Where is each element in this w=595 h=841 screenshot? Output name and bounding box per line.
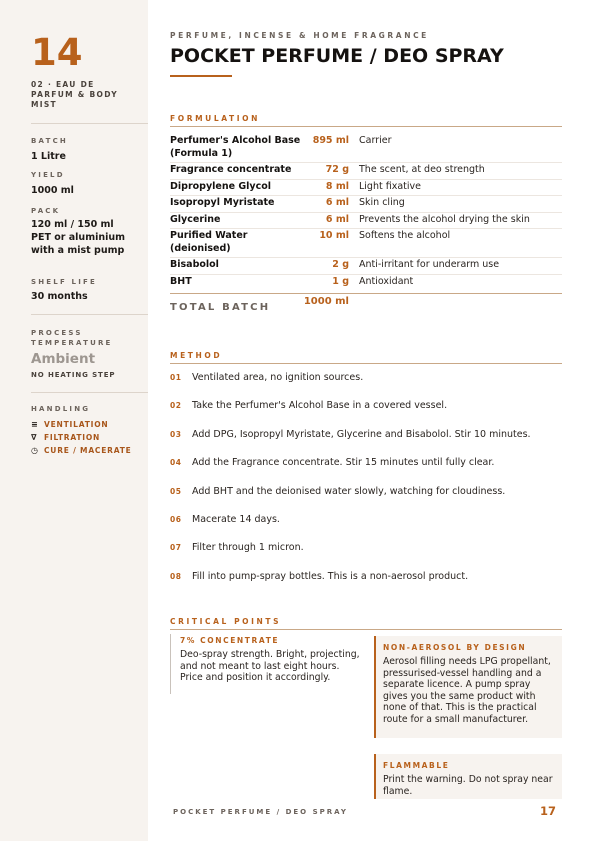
- step-text: Ventilated area, no ignition sources.: [192, 372, 364, 383]
- footer-running-title: POCKET PERFUME / DEO SPRAY: [173, 808, 348, 816]
- table-row: [170, 275, 562, 291]
- sidebar-divider: [31, 314, 148, 315]
- method-steps: [170, 372, 562, 599]
- page-title: POCKET PERFUME / DEO SPRAY: [170, 45, 504, 67]
- sidebar-divider: [31, 392, 148, 393]
- list-item: [170, 514, 562, 542]
- step-number: 08: [170, 571, 182, 581]
- handling-label-filtration: FILTRATION: [44, 433, 101, 442]
- ingredient-qty: 72 g: [325, 164, 349, 175]
- non-aerosol-callout: [374, 636, 562, 738]
- critical-points-rule: [170, 629, 562, 630]
- yield-value: 1000 ml: [31, 185, 74, 196]
- ingredient-name: Fragrance concentrate: [170, 164, 292, 175]
- ingredient-role: The scent, at deo strength: [359, 164, 485, 175]
- step-text: Add BHT and the deionised water slowly, watching for cloudiness.: [192, 485, 506, 497]
- ingredient-name: Purified Water (deionised): [170, 230, 248, 254]
- non-aerosol-body: Aerosol filling needs LPG propellant, pressurised-vessel handling and a separate licence. A pump spray gives you the same product with none of that. This is the practical route for a small manufacturer.: [383, 656, 551, 725]
- ingredient-qty: 2 g: [332, 259, 349, 270]
- ingredient-name: Dipropylene Glycol: [170, 180, 272, 192]
- ingredient-qty: 8 ml: [325, 180, 349, 192]
- process-temperature-value: Ambient: [31, 351, 96, 367]
- flammable-callout: [374, 754, 562, 799]
- ingredient-name: Glycerine: [170, 213, 221, 225]
- method-heading: METHOD: [170, 351, 223, 360]
- section-eyebrow: PERFUME, INCENSE & HOME FRAGRANCE: [170, 31, 429, 40]
- ingredient-qty: 6 ml: [325, 213, 349, 225]
- method-rule: [170, 363, 562, 364]
- shelf-life-label: SHELF LIFE: [31, 278, 97, 286]
- handling-item-filtration: [31, 431, 132, 444]
- sidebar: [0, 0, 148, 841]
- table-row: [170, 229, 562, 258]
- filter-icon: ∇: [31, 433, 38, 442]
- formulation-heading: FORMULATION: [170, 114, 260, 123]
- process-note: NO HEATING STEP: [31, 371, 116, 379]
- pack-label: PACK: [31, 207, 61, 215]
- flammable-title: FLAMMABLE: [383, 761, 450, 770]
- non-aerosol-title: NON-AEROSOL BY DESIGN: [383, 643, 527, 652]
- recipe-category: 02 · EAU DE PARFUM & BODY MIST: [31, 80, 118, 109]
- step-number: 03: [170, 429, 182, 439]
- step-number: 04: [170, 458, 182, 468]
- step-text: Take the Perfumer's Alcohol Base in a covered vessel.: [192, 400, 448, 412]
- list-item: [170, 486, 562, 514]
- handling-list: [31, 418, 132, 457]
- step-number: 01: [170, 373, 182, 382]
- list-item: [170, 429, 562, 457]
- table-row: [170, 213, 562, 230]
- process-temperature-label: PROCESS TEMPERATURE: [31, 329, 113, 347]
- batch-label: BATCH: [31, 137, 68, 145]
- step-text: Add DPG, Isopropyl Myristate, Glycerine and Bisabolol. Stir 10 minutes.: [192, 428, 531, 440]
- ingredient-name: Bisabolol: [170, 259, 219, 270]
- formulation-table: [170, 134, 562, 290]
- list-item: [170, 571, 562, 599]
- table-row: [170, 163, 562, 180]
- ingredient-role: Prevents the alcohol drying the skin: [359, 213, 530, 225]
- ingredient-qty: 1 g: [332, 275, 349, 287]
- step-number: 05: [170, 486, 182, 496]
- ingredient-name: Isopropyl Myristate: [170, 197, 275, 208]
- handling-label: HANDLING: [31, 405, 91, 413]
- title-underline: [170, 75, 232, 77]
- page-number: 17: [540, 804, 557, 818]
- list-item: [170, 400, 562, 428]
- critical-points-heading: CRITICAL POINTS: [170, 617, 282, 626]
- clock-icon: ◷: [31, 446, 39, 455]
- total-batch-label: TOTAL BATCH: [170, 302, 271, 313]
- flammable-body: Print the warning. Do not spray near flame.: [383, 774, 553, 797]
- handling-label-ventilation: VENTILATION: [44, 420, 109, 429]
- ingredient-role: Light fixative: [359, 180, 421, 192]
- step-text: Macerate 14 days.: [192, 513, 280, 525]
- step-number: 02: [170, 401, 182, 411]
- table-row: [170, 180, 562, 197]
- handling-item-cure: [31, 444, 132, 457]
- ingredient-qty: 10 ml: [319, 230, 349, 241]
- handling-label-cure: CURE / MACERATE: [44, 446, 132, 455]
- formulation-rule: [170, 126, 562, 127]
- list-item: [170, 542, 562, 570]
- ingredient-role: Softens the alcohol: [359, 230, 451, 241]
- sidebar-divider: [31, 123, 148, 124]
- ingredient-name: BHT: [170, 275, 192, 287]
- batch-value: 1 Litre: [31, 151, 66, 162]
- ingredient-name: Perfumer's Alcohol Base (Formula 1): [170, 135, 301, 159]
- shelf-life-value: 30 months: [31, 291, 88, 302]
- table-row: [170, 196, 562, 213]
- ingredient-role: Antioxidant: [359, 275, 414, 287]
- step-number: 06: [170, 514, 182, 524]
- yield-label: YIELD: [31, 171, 65, 179]
- ventilation-icon: ≡: [31, 420, 39, 429]
- total-rule: [170, 293, 562, 294]
- main-content: [148, 0, 595, 841]
- ingredient-role: Carrier: [359, 135, 392, 146]
- table-row: [170, 258, 562, 275]
- ingredient-qty: 6 ml: [325, 197, 349, 208]
- total-batch-value: 1000 ml: [303, 296, 349, 307]
- step-text: Add the Fragrance concentrate. Stir 15 minutes until fully clear.: [192, 457, 495, 469]
- pack-value: 120 ml / 150 ml PET or aluminium with a mist pump: [31, 219, 126, 256]
- concentrate-note: [170, 634, 362, 694]
- list-item: [170, 457, 562, 485]
- step-text: Filter through 1 micron.: [192, 542, 304, 554]
- step-text: Fill into pump-spray bottles. This is a non-aerosol product.: [192, 570, 469, 582]
- ingredient-role: Anti-irritant for underarm use: [359, 259, 500, 270]
- ingredient-role: Skin cling: [359, 197, 405, 208]
- table-row: [170, 134, 562, 163]
- step-number: 07: [170, 543, 182, 553]
- list-item: [170, 372, 562, 400]
- concentrate-note-title: 7% CONCENTRATE: [180, 636, 280, 645]
- ingredient-qty: 895 ml: [312, 135, 349, 146]
- concentrate-note-body: Deo-spray strength. Bright, projecting, and not meant to last eight hours. Price and position it accordingly.: [180, 649, 360, 683]
- handling-item-ventilation: [31, 418, 132, 431]
- recipe-number: 14: [31, 31, 83, 74]
